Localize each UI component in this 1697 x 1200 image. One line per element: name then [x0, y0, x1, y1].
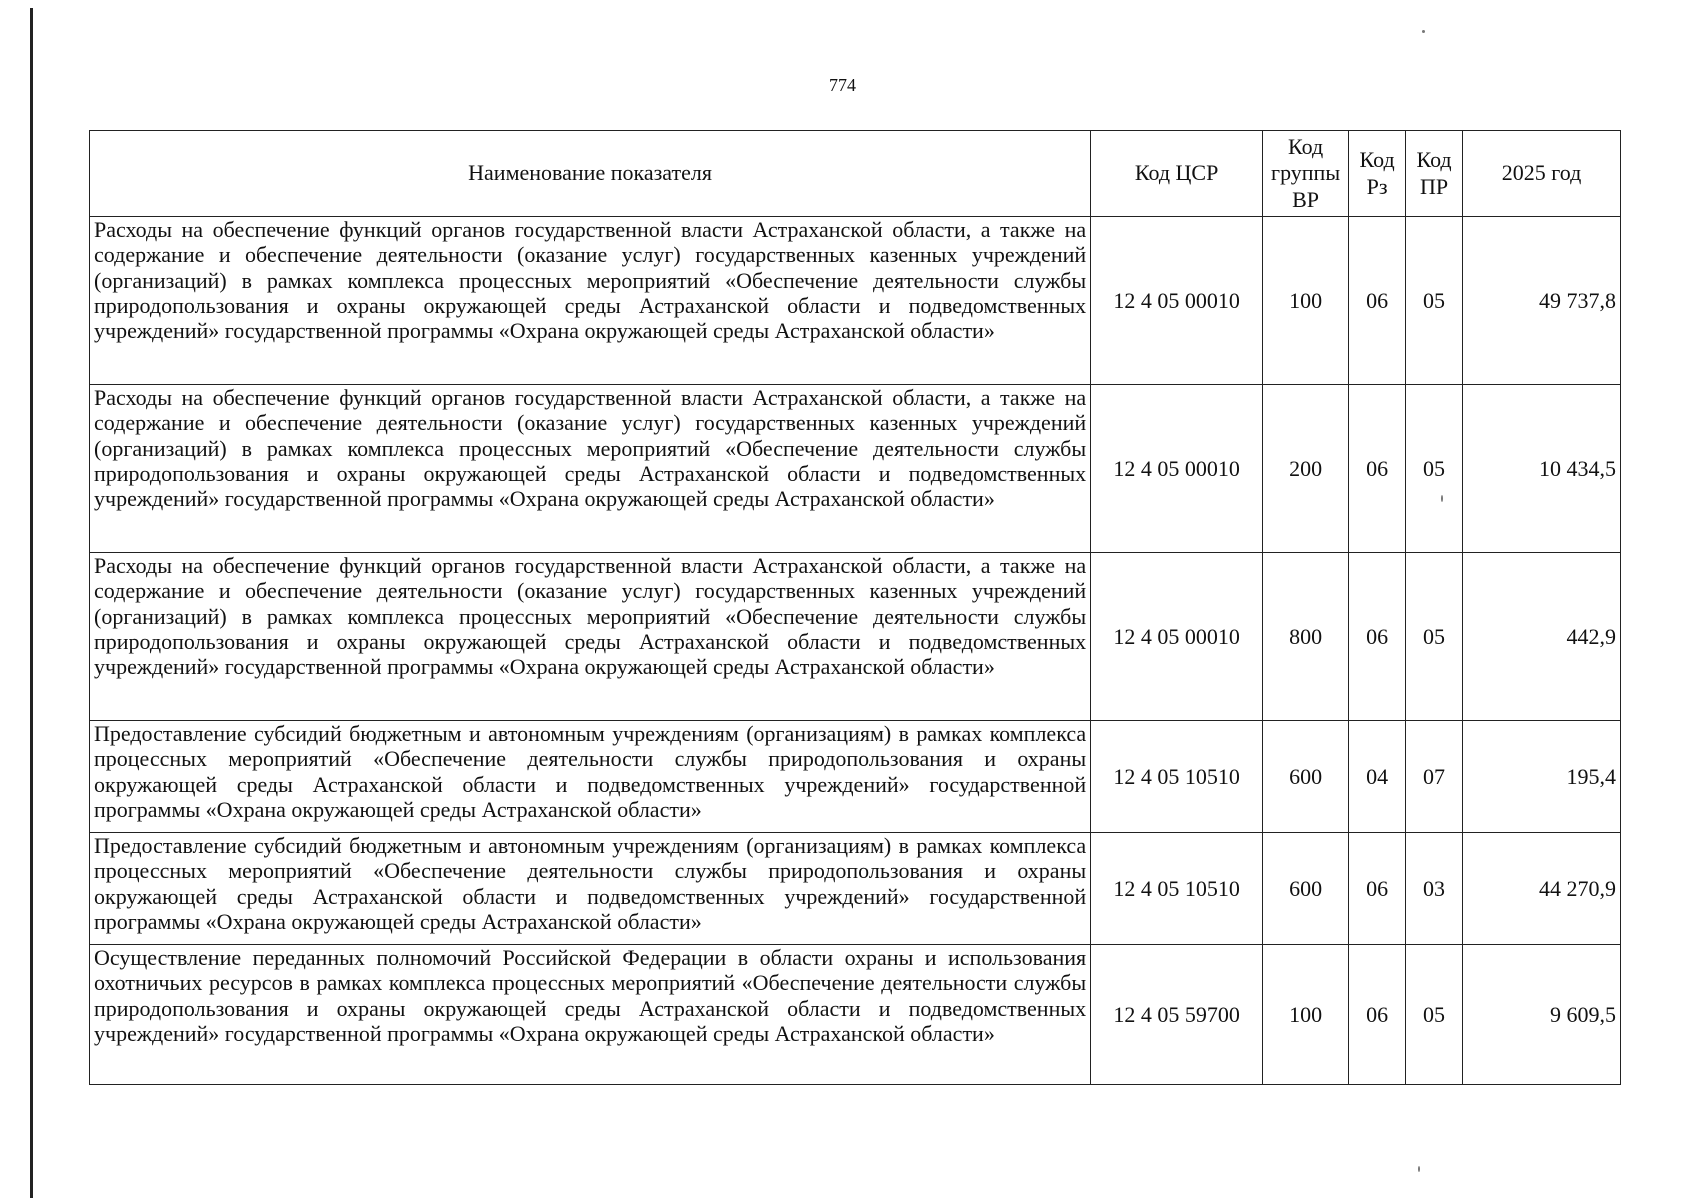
table-row: [90, 721, 1621, 833]
row-amount: 10 434,5: [1463, 385, 1621, 553]
table-row: [90, 833, 1621, 945]
row-amount: 9 609,5: [1463, 945, 1621, 1085]
row-csr: 12 4 05 10510: [1091, 833, 1263, 945]
row-rz: 06: [1349, 945, 1406, 1085]
row-name: Расходы на обеспечение функций органов государственной власти Астраханской области, а также на содержание и обеспечение деятельности (оказание услуг) государственных казенных учреждений (организаций) в рамках комплекса процессных мероприятий «Обеспечение деятельности службы природопользования и охраны окружающей среды Астраханской области и подведомственных учреждений» государственной программы «Охрана окружающей среды Астраханской области»: [90, 385, 1091, 553]
table-row: [90, 945, 1621, 1085]
row-csr: 12 4 05 10510: [1091, 721, 1263, 833]
row-rz: 06: [1349, 385, 1406, 553]
header-vr: Код группы ВР: [1263, 131, 1349, 217]
row-name: Предоставление субсидий бюджетным и автономным учреждениям (организациям) в рамках комплекса процессных мероприятий «Обеспечение деятельности службы природопользования и охраны окружающей среды Астраханской области и подведомственных учреждений» государственной программы «Охрана окружающей среды Астраханской области»: [90, 833, 1091, 945]
row-pr: 05: [1406, 385, 1463, 553]
row-vr: 800: [1263, 553, 1349, 721]
row-name: Предоставление субсидий бюджетным и автономным учреждениям (организациям) в рамках комплекса процессных мероприятий «Обеспечение деятельности службы природопользования и охраны окружающей среды Астраханской области и подведомственных учреждений» государственной программы «Охрана окружающей среды Астраханской области»: [90, 721, 1091, 833]
header-rz: Код Рз: [1349, 131, 1406, 217]
header-pr: Код ПР: [1406, 131, 1463, 217]
row-amount: 49 737,8: [1463, 217, 1621, 385]
row-vr: 600: [1263, 833, 1349, 945]
row-csr: 12 4 05 00010: [1091, 385, 1263, 553]
row-csr: 12 4 05 59700: [1091, 945, 1263, 1085]
row-amount: 195,4: [1463, 721, 1621, 833]
table-row: [90, 217, 1621, 385]
row-pr: 05: [1406, 217, 1463, 385]
budget-table: [89, 130, 1621, 1085]
scan-speck: [1418, 1166, 1420, 1172]
header-year: 2025 год: [1463, 131, 1621, 217]
table-row: [90, 553, 1621, 721]
row-name: Расходы на обеспечение функций органов государственной власти Астраханской области, а также на содержание и обеспечение деятельности (оказание услуг) государственных казенных учреждений (организаций) в рамках комплекса процессных мероприятий «Обеспечение деятельности службы природопользования и охраны окружающей среды Астраханской области и подведомственных учреждений» государственной программы «Охрана окружающей среды Астраханской области»: [90, 217, 1091, 385]
table-header-row: [90, 131, 1621, 217]
row-vr: 100: [1263, 217, 1349, 385]
row-name: Осуществление переданных полномочий Российской Федерации в области охраны и использования охотничьих ресурсов в рамках комплекса процессных мероприятий «Обеспечение деятельности службы природопользования и охраны окружающей среды Астраханской области и подведомственных учреждений» государственной программы «Охрана окружающей среды Астраханской области»: [90, 945, 1091, 1085]
row-csr: 12 4 05 00010: [1091, 217, 1263, 385]
row-amount: 442,9: [1463, 553, 1621, 721]
scan-speck: [1422, 30, 1425, 33]
row-csr: 12 4 05 00010: [1091, 553, 1263, 721]
row-vr: 600: [1263, 721, 1349, 833]
binding-edge-line: [30, 8, 33, 1198]
row-amount: 44 270,9: [1463, 833, 1621, 945]
row-rz: 06: [1349, 553, 1406, 721]
header-csr: Код ЦСР: [1091, 131, 1263, 217]
row-vr: 100: [1263, 945, 1349, 1085]
row-rz: 06: [1349, 217, 1406, 385]
row-rz: 06: [1349, 833, 1406, 945]
row-pr: 03: [1406, 833, 1463, 945]
row-vr: 200: [1263, 385, 1349, 553]
table-row: [90, 385, 1621, 553]
header-name: Наименование показателя: [90, 131, 1091, 217]
row-name: Расходы на обеспечение функций органов государственной власти Астраханской области, а также на содержание и обеспечение деятельности (оказание услуг) государственных казенных учреждений (организаций) в рамках комплекса процессных мероприятий «Обеспечение деятельности службы природопользования и охраны окружающей среды Астраханской области и подведомственных учреждений» государственной программы «Охрана окружающей среды Астраханской области»: [90, 553, 1091, 721]
row-pr: 05: [1406, 553, 1463, 721]
row-pr: 07: [1406, 721, 1463, 833]
page-number: 774: [829, 75, 856, 95]
row-rz: 04: [1349, 721, 1406, 833]
row-pr: 05: [1406, 945, 1463, 1085]
